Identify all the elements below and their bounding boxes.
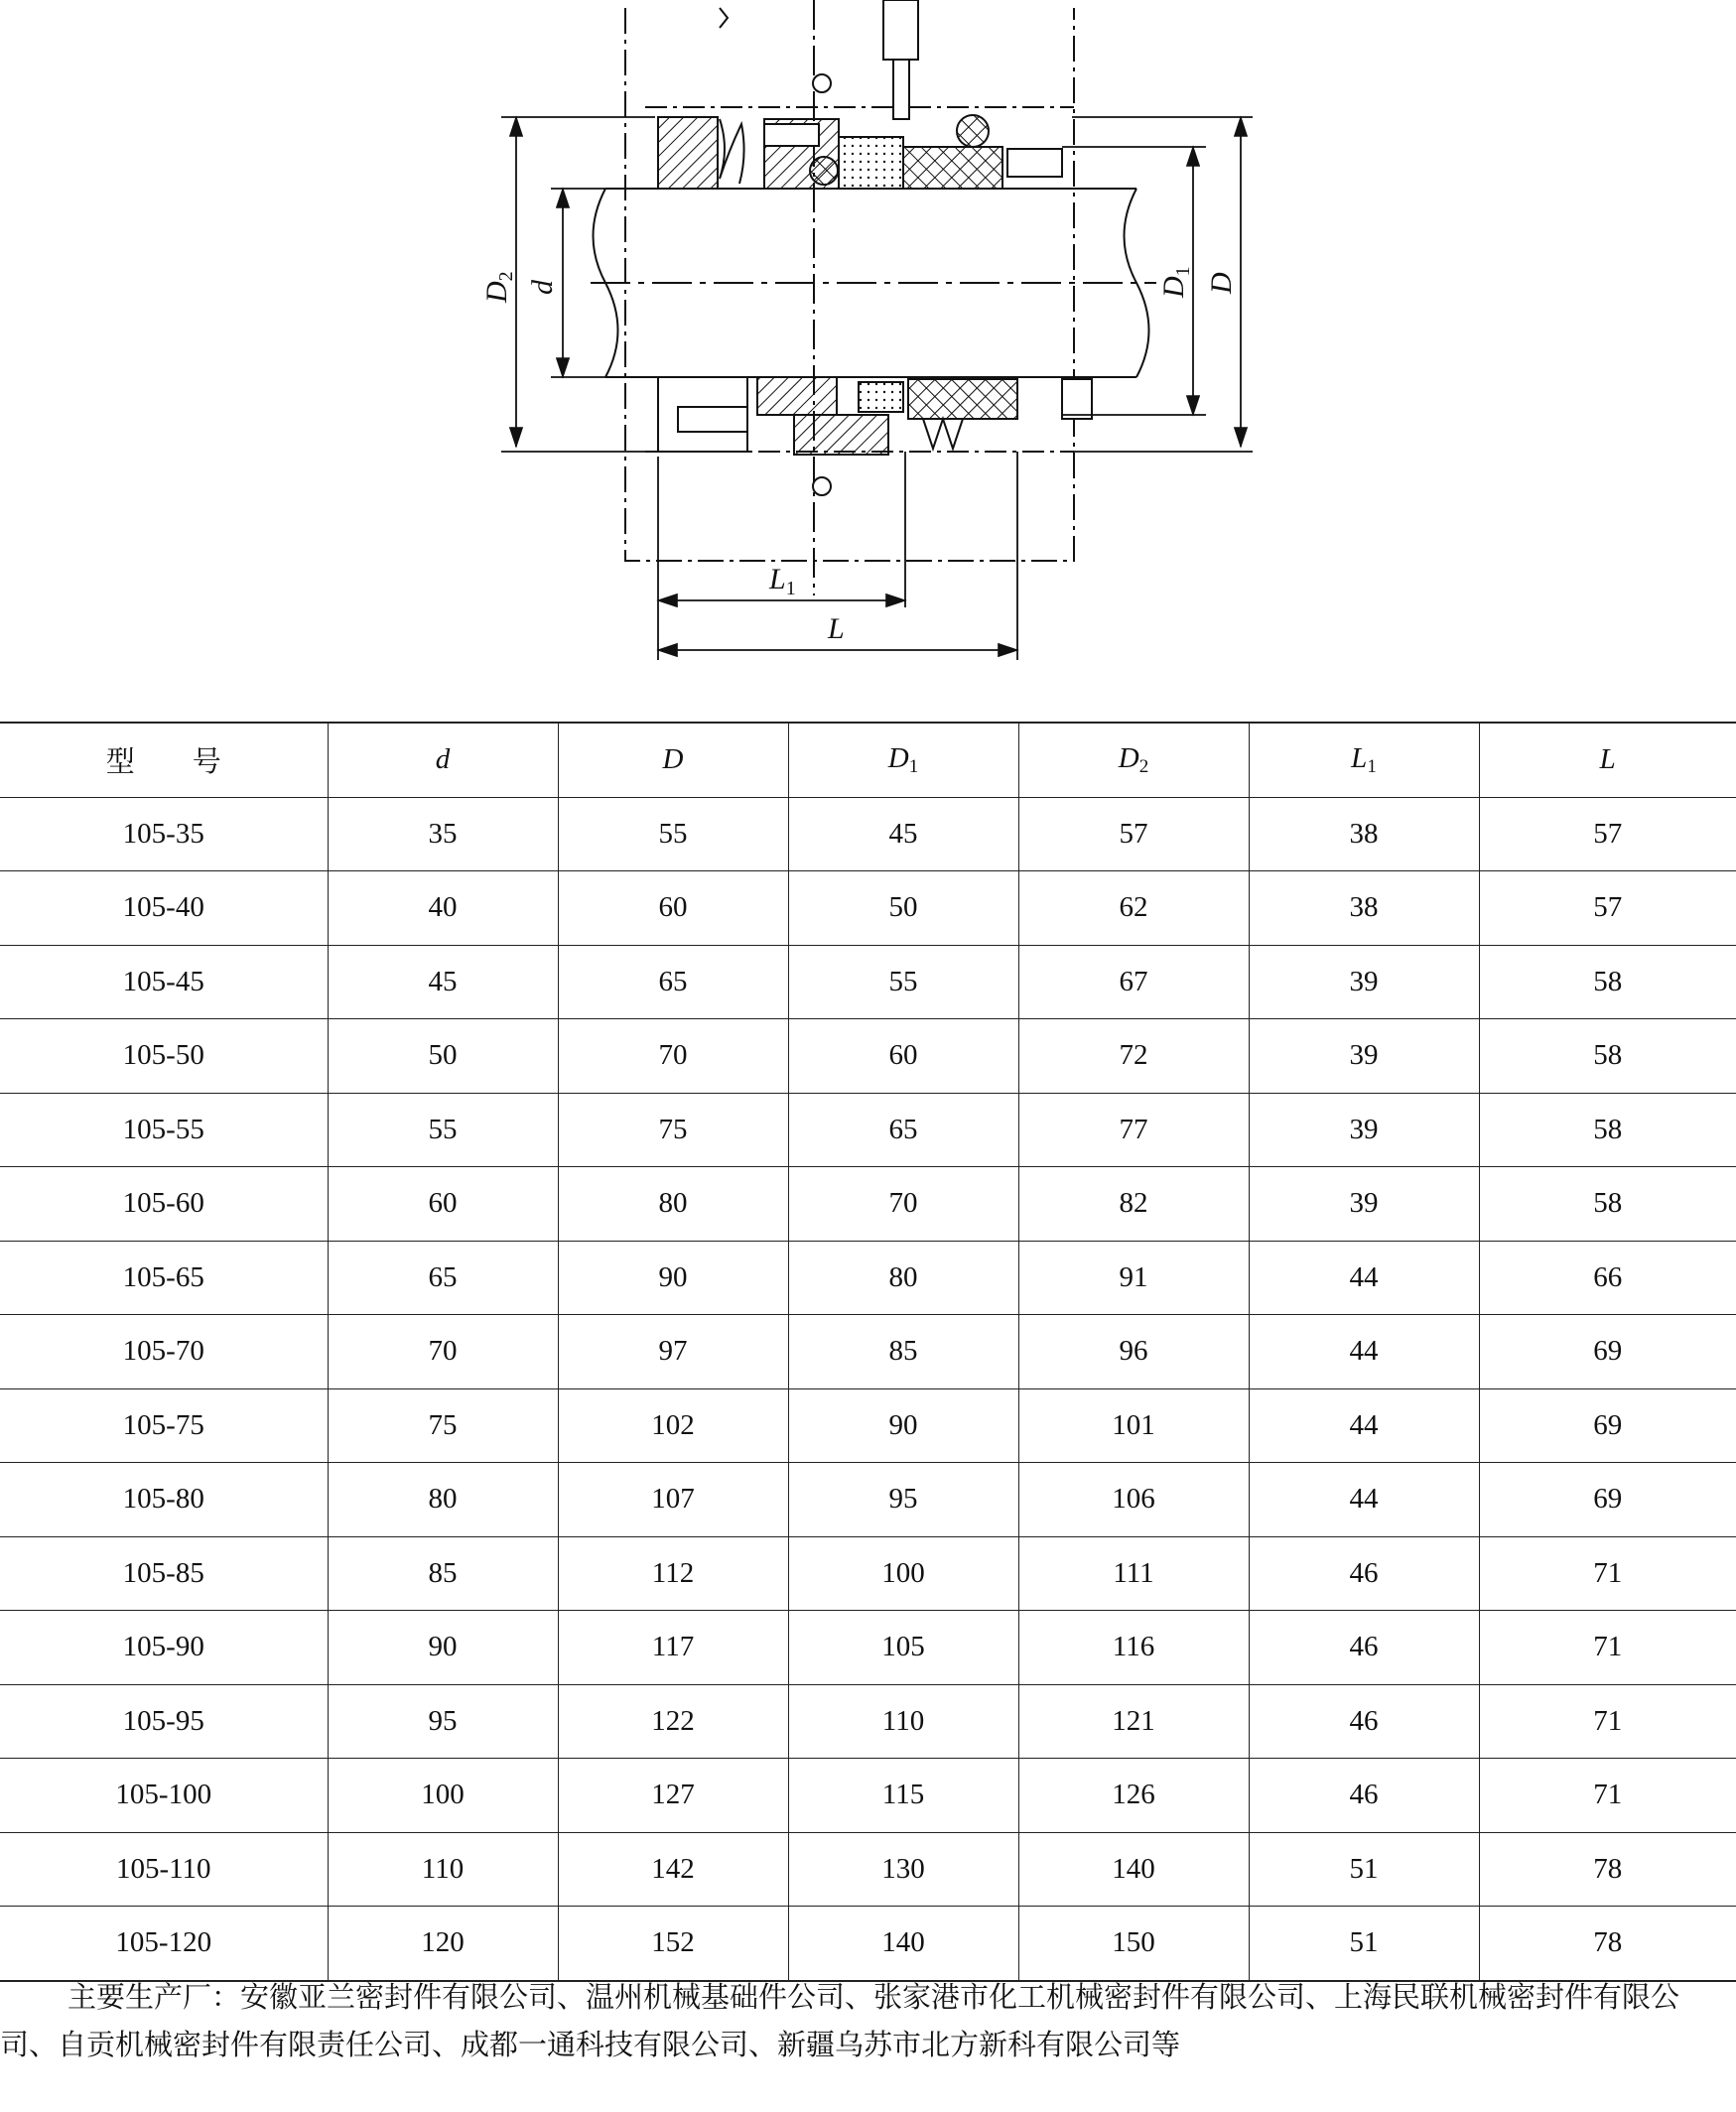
table-cell: 45 [328,945,558,1019]
table-row [0,1684,1736,1759]
table-cell: 69 [1479,1315,1736,1389]
table-cell: 105-55 [0,1093,328,1167]
table-cell: 130 [788,1832,1018,1907]
table-cell: 46 [1249,1684,1479,1759]
table-cell: 95 [788,1463,1018,1537]
table-cell: 105 [788,1611,1018,1685]
table-cell: 58 [1479,1019,1736,1094]
table-row [0,1463,1736,1537]
table-cell: 90 [328,1611,558,1685]
table-cell: 126 [1018,1759,1249,1833]
table-cell: 100 [328,1759,558,1833]
table-cell: 44 [1249,1388,1479,1463]
table-cell: 105-90 [0,1611,328,1685]
table-cell: 85 [788,1315,1018,1389]
table-row [0,1759,1736,1833]
table-cell: 65 [328,1241,558,1315]
lower-seal-assembly [658,377,1092,495]
table-row [0,1315,1736,1389]
table-cell: 55 [558,797,788,871]
column-header: $D_2$ [1018,723,1249,797]
table-cell: 69 [1479,1388,1736,1463]
table-cell: 39 [1249,945,1479,1019]
table-cell: 55 [788,945,1018,1019]
table-cell: 58 [1479,1093,1736,1167]
table-cell: 85 [328,1536,558,1611]
table-cell: 44 [1249,1463,1479,1537]
dim-label-D1: $D_1$ [1157,266,1194,298]
table-row [0,1832,1736,1907]
table-cell: 105-45 [0,945,328,1019]
table-cell: 142 [558,1832,788,1907]
table-cell: 57 [1479,871,1736,946]
table-cell: 60 [788,1019,1018,1094]
table-cell: 80 [328,1463,558,1537]
table-cell: 80 [788,1241,1018,1315]
upper-seal-assembly [658,0,1062,189]
table-cell: 152 [558,1907,788,1981]
table-cell: 110 [788,1684,1018,1759]
table-cell: 102 [558,1388,788,1463]
table-cell: 71 [1479,1536,1736,1611]
table-cell: 115 [788,1759,1018,1833]
column-header: D [558,723,788,797]
table-cell: 107 [558,1463,788,1537]
table-cell: 105-65 [0,1241,328,1315]
table-row [0,1093,1736,1167]
table-cell: 78 [1479,1907,1736,1981]
table-cell: 100 [788,1536,1018,1611]
table-cell: 46 [1249,1759,1479,1833]
table-cell: 71 [1479,1759,1736,1833]
table-cell: 58 [1479,945,1736,1019]
table-cell: 39 [1249,1167,1479,1242]
table-row [0,1241,1736,1315]
table-cell: 50 [328,1019,558,1094]
table-cell: 45 [788,797,1018,871]
table-cell: 57 [1479,797,1736,871]
table-row [0,1611,1736,1685]
table-cell: 101 [1018,1388,1249,1463]
table-cell: 105-50 [0,1019,328,1094]
table-cell: 110 [328,1832,558,1907]
table-cell: 67 [1018,945,1249,1019]
table-cell: 140 [788,1907,1018,1981]
table-cell: 105-60 [0,1167,328,1242]
dim-label-L: L [828,612,845,645]
table-cell: 60 [328,1167,558,1242]
table-cell: 116 [1018,1611,1249,1685]
table-cell: 121 [1018,1684,1249,1759]
table-cell: 66 [1479,1241,1736,1315]
table-cell: 122 [558,1684,788,1759]
table-cell: 72 [1018,1019,1249,1094]
table-cell: 51 [1249,1907,1479,1981]
table-cell: 70 [788,1167,1018,1242]
table-header-row [0,723,1736,797]
table-cell: 70 [328,1315,558,1389]
table-cell: 96 [1018,1315,1249,1389]
table-cell: 51 [1249,1832,1479,1907]
table-cell: 117 [558,1611,788,1685]
table-cell: 120 [328,1907,558,1981]
table-cell: 60 [558,871,788,946]
table-body [0,797,1736,1981]
table-row [0,1388,1736,1463]
table-cell: 105-120 [0,1907,328,1981]
table-cell: 105-35 [0,797,328,871]
column-header: L [1479,723,1736,797]
table-cell: 106 [1018,1463,1249,1537]
table-cell: 50 [788,871,1018,946]
table-cell: 70 [558,1019,788,1094]
table-row [0,871,1736,946]
table-row [0,1536,1736,1611]
table-row [0,797,1736,871]
table-cell: 105-40 [0,871,328,946]
table-cell: 97 [558,1315,788,1389]
table-cell: 71 [1479,1611,1736,1685]
table-cell: 105-100 [0,1759,328,1833]
table-cell: 57 [1018,797,1249,871]
table-cell: 69 [1479,1463,1736,1537]
table-cell: 112 [558,1536,788,1611]
table-cell: 58 [1479,1167,1736,1242]
seal-dimension-table [0,722,1736,1982]
dim-label-D2: $D_2$ [480,271,517,303]
table-cell: 91 [1018,1241,1249,1315]
table-cell: 65 [558,945,788,1019]
table-cell: 111 [1018,1536,1249,1611]
table-cell: 77 [1018,1093,1249,1167]
table-cell: 38 [1249,871,1479,946]
table-cell: 38 [1249,797,1479,871]
seal-cross-section-drawing [0,0,1736,675]
table-cell: 75 [558,1093,788,1167]
table-cell: 95 [328,1684,558,1759]
table-cell: 105-75 [0,1388,328,1463]
table-cell: 80 [558,1167,788,1242]
table-cell: 140 [1018,1832,1249,1907]
table-cell: 105-85 [0,1536,328,1611]
table-cell: 44 [1249,1315,1479,1389]
table-cell: 62 [1018,871,1249,946]
dim-label-D: D [1205,272,1238,294]
manufacturers-note: 主要生产厂：安徽亚兰密封件有限公司、温州机械基础件公司、张家港市化工机械密封件有限公司、上海民联机械密封件有限公司、自贡机械密封件有限责任公司、成都一通科技有限公司、新疆乌苏市北方新科有限公司等 [0,1980,1680,2061]
table-cell: 35 [328,797,558,871]
column-header: d [328,723,558,797]
table-cell: 65 [788,1093,1018,1167]
table-row [0,1167,1736,1242]
table-cell: 78 [1479,1832,1736,1907]
table-cell: 82 [1018,1167,1249,1242]
dim-label-d: d [526,280,559,295]
column-header: $D_1$ [788,723,1018,797]
table-cell: 44 [1249,1241,1479,1315]
table-cell: 105-70 [0,1315,328,1389]
table-cell: 127 [558,1759,788,1833]
table-cell: 105-80 [0,1463,328,1537]
dim-label-L1: $L_1$ [769,563,796,599]
table-cell: 90 [558,1241,788,1315]
table-cell: 55 [328,1093,558,1167]
table-row [0,1907,1736,1981]
table-cell: 46 [1249,1611,1479,1685]
table-cell: 40 [328,871,558,946]
table-row [0,1019,1736,1094]
table-cell: 90 [788,1388,1018,1463]
table-cell: 71 [1479,1684,1736,1759]
table-cell: 39 [1249,1093,1479,1167]
column-header: 型 号 [0,723,328,797]
table-cell: 105-95 [0,1684,328,1759]
table-cell: 39 [1249,1019,1479,1094]
column-header: $L_1$ [1249,723,1479,797]
table-cell: 105-110 [0,1832,328,1907]
table-cell: 75 [328,1388,558,1463]
table-row [0,945,1736,1019]
table-cell: 46 [1249,1536,1479,1611]
table-cell: 150 [1018,1907,1249,1981]
